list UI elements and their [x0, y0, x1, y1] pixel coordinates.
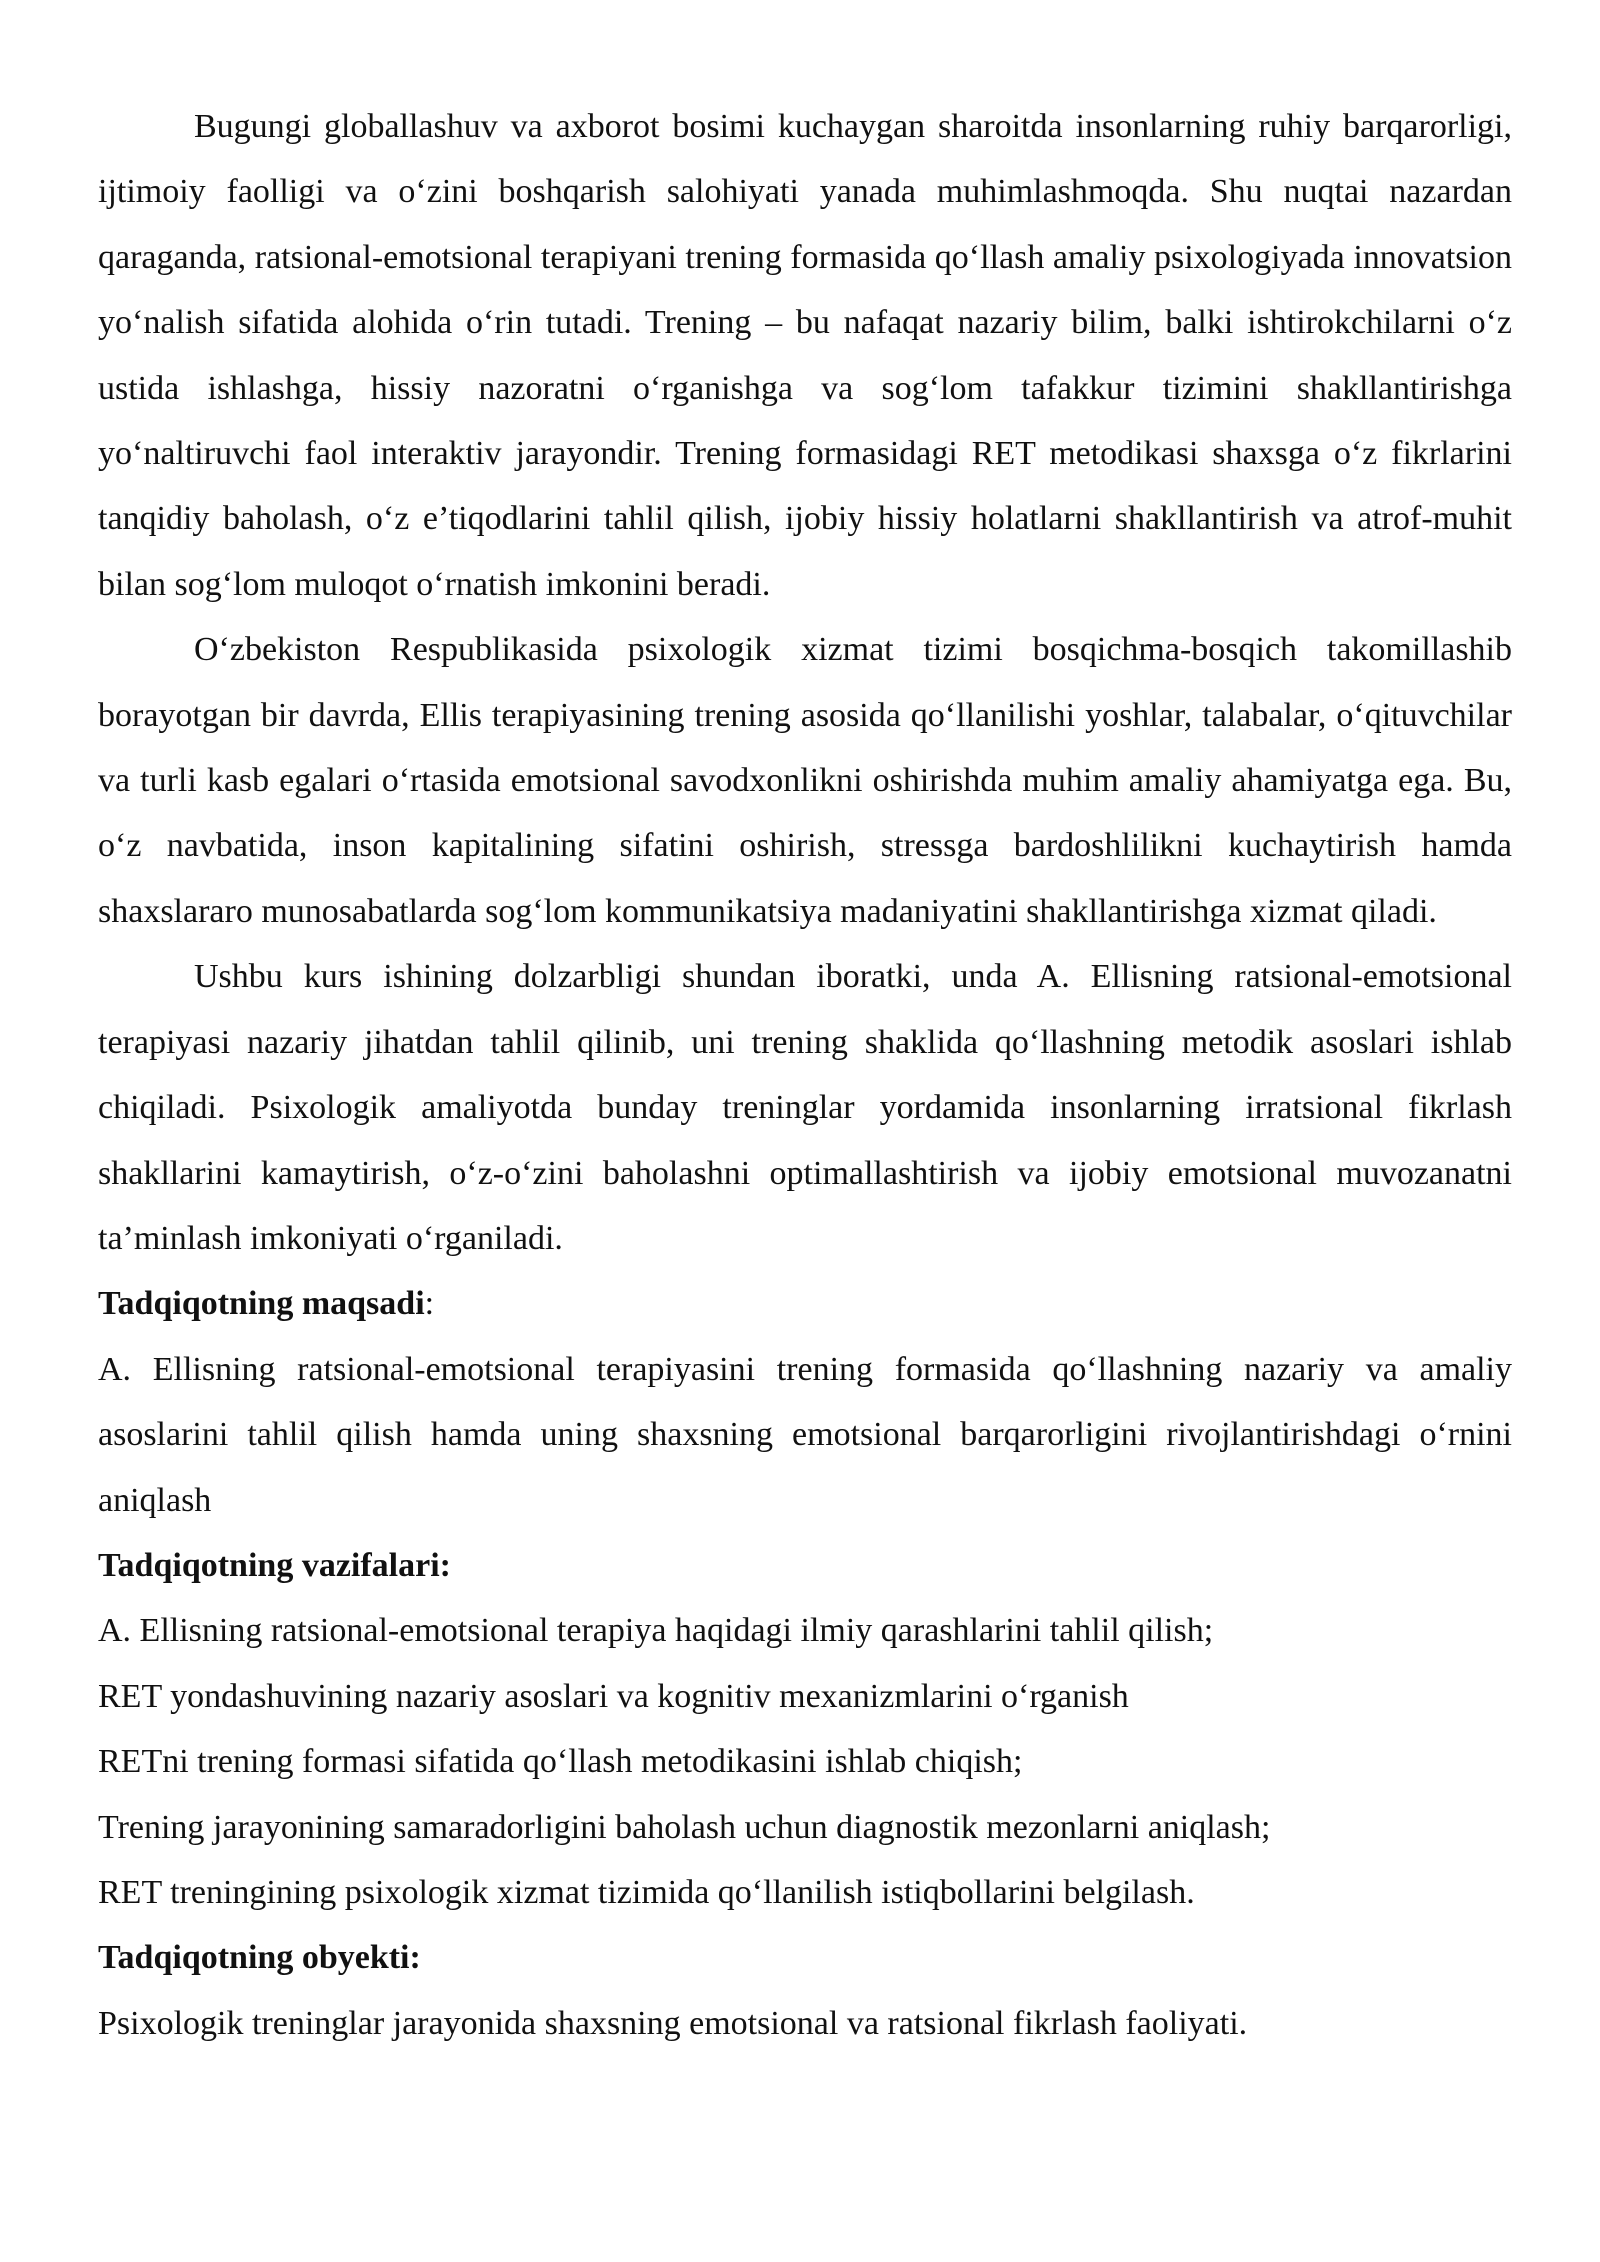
task-item: RET treningining psixologik xizmat tizimida qo‘llanilish istiqbollarini belgilash. — [98, 1873, 1195, 1911]
intro-paragraph-2: O‘zbekiston Respublikasida psixologik xizmat tizimi bosqichma-bosqich takomillashib borayotgan bir davrda, Ellis terapiyasining trening asosida qo‘llanilishi yoshlar, talabalar, o‘qituvchilar va turli kasb egalari o‘rtasida emotsional savodxonlikni oshirishda muhim amaliy ahamiyatga ega. Bu, o‘z navbatida, inson kapitalining sifatini oshirish, stressga bardoshlilikni kuchaytirish hamda shaxslararo munosabatlarda sog‘lom kommunikatsiya madaniyatini shakllantirishga xizmat qiladi. — [98, 631, 1512, 930]
goal-heading — [98, 1271, 1512, 1336]
object-text: Psixologik treninglar jarayonida shaxsning emotsional va ratsional fikrlash faoliyati. — [98, 2004, 1248, 2042]
intro-paragraph-1: Bugungi globallashuv va axborot bosimi kuchaygan sharoitda insonlarning ruhiy barqarorligi, ijtimoiy faolligi va o‘zini boshqarish salohiyati yanada muhimlashmoqda. Shu nuqtai nazardan qaraganda, ratsional-emotsional terapiyani trening formasida qo‘llash amaliy psixologiyada innovatsion yo‘nalish sifatida alohida o‘rin tutadi. Trening – bu nafaqat nazariy bilim, balki ishtirokchilarni o‘z ustida ishlashga, hissiy nazoratni o‘rganishga va sog‘lom tafakkur tizimini shakllantirishga yo‘naltiruvchi faol interaktiv jarayondir. Trening formasidagi RET metodikasi shaxsga o‘z fikrlarini tanqidiy baholash, o‘z e’tiqodlarini tahlil qilish, ijobiy hissiy holatlarni shakllantirish va atrof-muhit bilan sog‘lom muloqot o‘rnatish imkonini beradi. — [98, 108, 1512, 603]
task-item: RET yondashuvining nazariy asoslari va kognitiv mexanizmlarini o‘rganish — [98, 1677, 1129, 1715]
intro-paragraph-3: Ushbu kurs ishining dolzarbligi shundan iboratki, unda A. Ellisning ratsional-emotsional terapiyasi nazariy jihatdan tahlil qilinib, uni trening shaklida qo‘llashning metodik asoslari ishlab chiqiladi. Psixologik amaliyotda bunday treninglar yordamida insonlarning irratsional fikrlash shakllarini kamaytirish, o‘z-o‘zini baholashni optimallashtirish va ijobiy emotsional muvozanatni ta’minlash imkoniyati o‘rganiladi. — [98, 958, 1512, 1257]
task-item: Trening jarayonining samaradorligini baholash uchun diagnostik mezonlarni aniqlash; — [98, 1808, 1271, 1846]
tasks-heading: Tadqiqotning vazifalari: — [98, 1546, 451, 1584]
task-item: A. Ellisning ratsional-emotsional terapiya haqidagi ilmiy qarashlarini tahlil qilish; — [98, 1612, 1214, 1650]
task-item: RETni trening formasi sifatida qo‘llash metodikasini ishlab chiqish; — [98, 1743, 1023, 1781]
goal-heading-text: Tadqiqotning maqsadi — [98, 1285, 425, 1323]
goal-text: A. Ellisning ratsional-emotsional terapiyasini trening formasida qo‘llashning nazariy va amaliy asoslarini tahlil qilish hamda uning shaxsning emotsional barqarorligini rivojlantirishdagi o‘rnini aniqlash — [98, 1350, 1512, 1519]
object-heading: Tadqiqotning obyekti: — [98, 1939, 421, 1977]
document-page — [98, 94, 1512, 2056]
goal-heading-colon: : — [424, 1285, 435, 1323]
